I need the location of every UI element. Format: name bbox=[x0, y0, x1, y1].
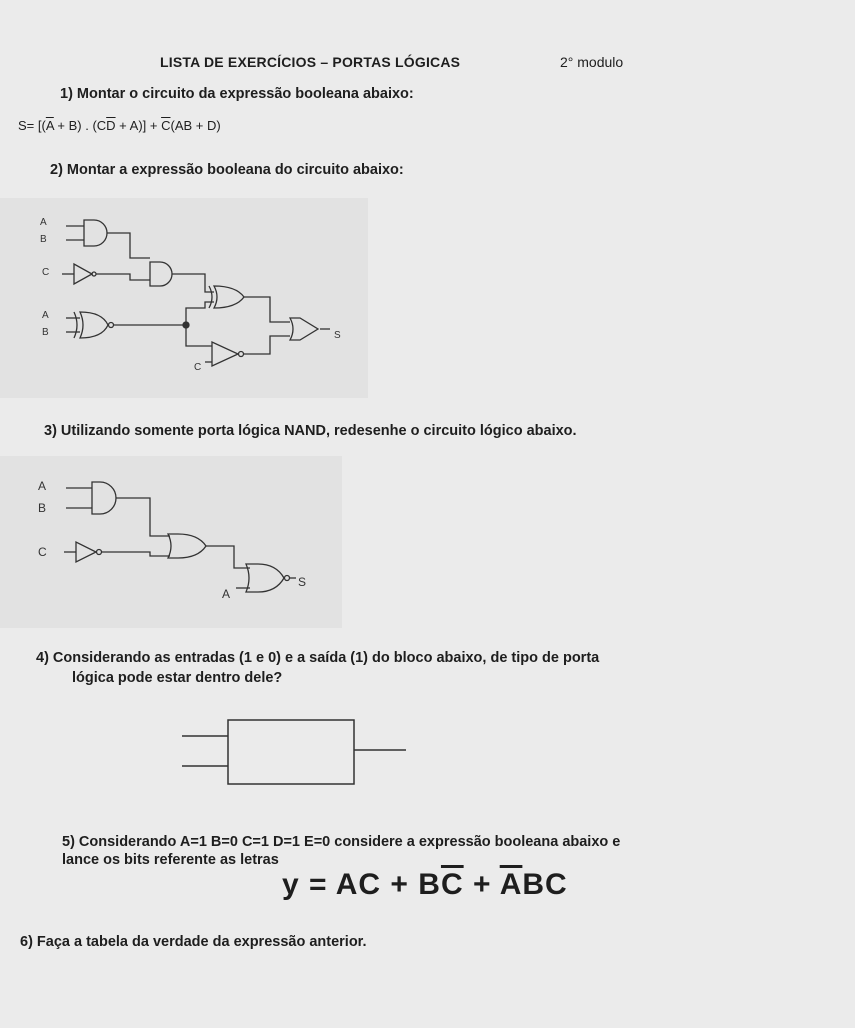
q2-not-bubble bbox=[92, 272, 96, 276]
q3-not-gate-c bbox=[76, 542, 96, 562]
q2-xnor-extra-arc bbox=[74, 312, 77, 338]
module-label: 2° modulo bbox=[560, 54, 624, 70]
q2-label-b1: B bbox=[40, 234, 47, 245]
q2-label-a2: A bbox=[42, 310, 49, 321]
q2-final-gate bbox=[290, 318, 318, 340]
question-5-line1: 5) Considerando A=1 B=0 C=1 D=1 E=0 considere a expressão booleana abaixo e bbox=[62, 834, 621, 850]
q2-label-b2: B bbox=[42, 327, 49, 338]
question-5-line2: lance os bits referente as letras bbox=[62, 852, 279, 868]
question-2: 2) Montar a expressão booleana do circuito abaixo: bbox=[50, 162, 404, 178]
question-1: 1) Montar o circuito da expressão booleana abaixo: bbox=[60, 86, 414, 102]
q3-and-gate-1 bbox=[92, 482, 116, 514]
q4-black-box bbox=[228, 720, 354, 784]
q2-and-gate-2 bbox=[150, 262, 172, 286]
q2-label-c1: C bbox=[42, 267, 50, 278]
circuit-diagram-q3 bbox=[0, 456, 342, 628]
q2-not-gate-c bbox=[74, 264, 92, 284]
question-4-line1: 4) Considerando as entradas (1 e 0) e a saída (1) do bloco abaixo, de tipo de porta bbox=[36, 650, 600, 666]
q3-label-a1: A bbox=[38, 479, 47, 493]
q2-xnor-gate bbox=[80, 312, 108, 338]
question-4-line2: lógica pode estar dentro dele? bbox=[72, 670, 283, 686]
q2-and-gate-1 bbox=[84, 220, 107, 246]
q3-label-c1: C bbox=[38, 545, 47, 559]
q5-expression: y = AC + $B\overline{C} + \overline{A}BC$ bbox=[282, 868, 568, 901]
q3-label-b1: B bbox=[38, 501, 47, 515]
q4-block-diagram bbox=[170, 712, 410, 792]
q2-lower-gate bbox=[212, 342, 238, 366]
q2-label-c2: C bbox=[194, 362, 202, 373]
q3-label-a2: A bbox=[222, 587, 231, 601]
q1-expression: $S= [(\overline{A} + B)$ . $(C\overline{D} + A)] + \overline{C}(AB + D)$ bbox=[18, 118, 221, 133]
page-title: LISTA DE EXERCÍCIOS – PORTAS LÓGICAS bbox=[160, 54, 461, 70]
q3-nor-gate bbox=[246, 564, 284, 592]
q3-or-gate bbox=[168, 534, 206, 558]
q2-label-a1: A bbox=[40, 217, 47, 228]
q3-label-s: S bbox=[298, 575, 307, 589]
circuit-diagram-q2 bbox=[0, 198, 368, 398]
q2-label-s: S bbox=[334, 330, 341, 341]
question-6: 6) Faça a tabela da verdade da expressão anterior. bbox=[20, 934, 367, 950]
q2-xor-gate-upper bbox=[214, 286, 244, 308]
question-3: 3) Utilizando somente porta lógica NAND, redesenhe o circuito lógico abaixo. bbox=[44, 423, 577, 439]
